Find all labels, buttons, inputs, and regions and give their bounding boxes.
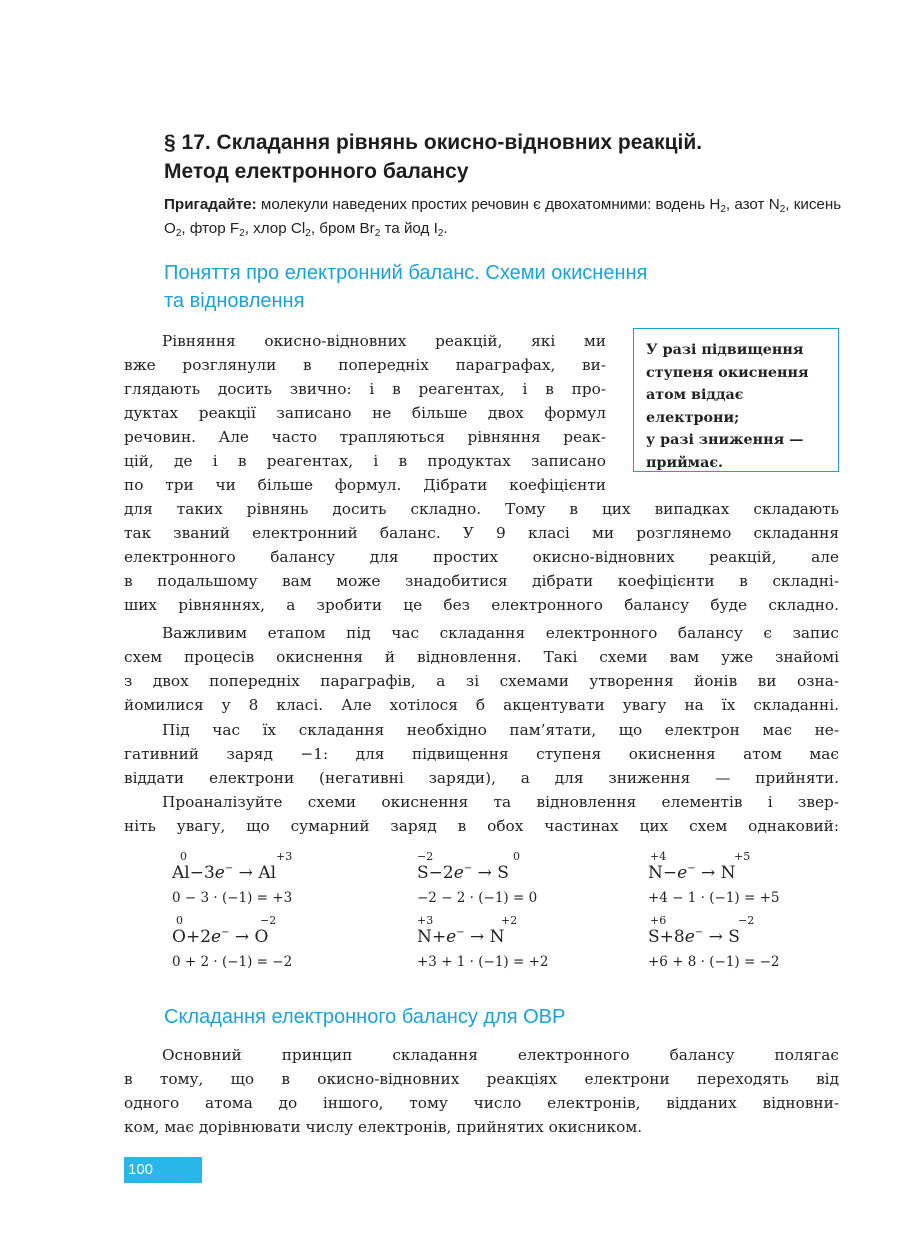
- text-line: Рівняння окисно-відновних реакцій, які ми: [162, 332, 606, 350]
- subscript: 2: [175, 228, 182, 239]
- oxidation-state-left: 0: [176, 914, 183, 927]
- note-line: електрони;: [646, 409, 740, 426]
- text-line: ком, має дорівнювати числу електронів, прийнятих окисником.: [124, 1118, 643, 1136]
- text-line: ніть увагу, що сумарний заряд в обох частинах цих схем однаковий:: [124, 817, 839, 835]
- charge-calculation: −2 − 2 · (−1) = 0: [417, 890, 538, 906]
- paragraph-1-narrow: [124, 329, 606, 497]
- oxidation-state-right: +3: [276, 850, 293, 863]
- paragraph-1-wide: [124, 497, 839, 617]
- recall-block: [164, 193, 854, 241]
- text-line: електронного балансу для простих окисно-відновних реакцій, але: [124, 548, 839, 566]
- paragraph-4: [124, 790, 839, 838]
- oxidation-state-right: +5: [734, 850, 751, 863]
- heading-line-1: Поняття про електронний баланс. Схеми окиснення: [164, 262, 648, 284]
- section-heading-electronic-balance: [164, 259, 647, 315]
- paragraph-5: [124, 1043, 839, 1139]
- text-line: Основний принцип складання електронного балансу полягає: [162, 1046, 839, 1064]
- side-note-box: [633, 328, 839, 472]
- oxidation-state-left: +4: [650, 850, 667, 863]
- subscript: 2: [305, 228, 311, 239]
- title-line-2: Метод електронного балансу: [164, 160, 469, 183]
- recall-text-0: молекули наведених простих речовин є двохатомними: водень H: [256, 196, 721, 213]
- half-equation: N−e− → N: [648, 863, 736, 883]
- half-equation: S−2e− → S: [417, 863, 509, 883]
- subscript: 2: [374, 228, 381, 239]
- text-line: в тому, що в окисно-відновних реакціях електрони переходять від: [124, 1070, 839, 1088]
- oxidation-state-left: +6: [650, 914, 667, 927]
- text-line: одного атома до іншого, тому число електронів, відданих відновни-: [124, 1094, 839, 1112]
- text-line: з двох попередніх параграфів, а зі схемами утворення йонів ви озна-: [124, 672, 839, 690]
- charge-calculation: +3 + 1 · (−1) = +2: [417, 954, 549, 970]
- text-line: Під час їх складання необхідно пам’ятати, що електрон має не-: [162, 721, 839, 739]
- recall-text-5: , бром Br: [310, 220, 375, 237]
- charge-calculation: +4 − 1 · (−1) = +5: [648, 890, 780, 906]
- text-line: вже розглянули в попередніх параграфах, ви-: [124, 356, 606, 374]
- oxidation-state-right: 0: [513, 850, 520, 863]
- text-line: так званий електронний баланс. У 9 класі ми розглянемо складання: [124, 524, 839, 542]
- text-line: Важливим етапом під час складання електронного балансу є запис: [162, 624, 839, 642]
- charge-calculation: 0 − 3 · (−1) = +3: [172, 890, 293, 906]
- note-line: ступеня окиснення: [646, 364, 809, 381]
- text-line: речовин. Але часто трапляються рівняння реак-: [124, 428, 606, 446]
- subscript: 2: [779, 204, 786, 215]
- text-line: Проаналізуйте схеми окиснення та відновлення елементів і звер-: [162, 793, 839, 811]
- subscript: 2: [720, 204, 726, 215]
- note-line: У разі підвищення: [646, 342, 804, 358]
- text-line: цій, де і в реагентах, і в продуктах записано: [124, 452, 606, 470]
- recall-text-2: , кисень O: [164, 196, 842, 237]
- text-line: віддати електрони (негативні заряди), а для зниження — прийняти.: [124, 769, 839, 787]
- recall-label: Пригадайте:: [164, 196, 257, 213]
- heading-line-2: та відновлення: [164, 290, 305, 312]
- half-equation: O+2e− → O: [172, 927, 269, 947]
- title-line-1: § 17. Складання рівнянь окисно-відновних реакцій.: [164, 131, 703, 154]
- text-line: ших рівняннях, а зробити це без електронного балансу буде складно.: [124, 596, 839, 614]
- oxidation-state-left: +3: [417, 914, 434, 927]
- charge-calculation: 0 + 2 · (−1) = −2: [172, 954, 293, 970]
- note-line: приймає.: [646, 454, 724, 471]
- note-line: у разі зниження —: [646, 432, 804, 448]
- recall-text-7: .: [443, 220, 448, 237]
- section-title: [164, 128, 844, 186]
- paragraph-3: [124, 718, 839, 790]
- paragraph-2: [124, 621, 839, 717]
- text-line: по три чи більше формул. Дібрати коефіцієнти: [124, 476, 606, 494]
- section-heading-ovr-balance: Складання електронного балансу для ОВР: [164, 1006, 566, 1028]
- note-line: атом віддає: [646, 387, 744, 403]
- half-equation: Al−3e− → Al: [172, 863, 277, 883]
- half-equation: N+e− → N: [417, 927, 505, 947]
- recall-text-1: , азот N: [725, 196, 780, 213]
- text-line: для таких рівнянь досить складно. Тому в цих випадках складають: [124, 500, 839, 518]
- text-line: дуктах реакції записано не більше двох формул: [124, 404, 606, 422]
- text-line: йомилися у 8 класі. Але хотілося б акцентувати увагу на їх складанні.: [124, 696, 839, 714]
- subscript: 2: [239, 228, 245, 239]
- oxidation-state-left: 0: [180, 850, 187, 863]
- text-line: глядають досить звично: і в реагентах, і в про-: [124, 380, 606, 398]
- charge-calculation: +6 + 8 · (−1) = −2: [648, 954, 780, 970]
- recall-text-3: , фтор F: [181, 220, 240, 237]
- oxidation-state-right: −2: [738, 914, 755, 927]
- recall-text-6: та йод I: [380, 220, 438, 237]
- subscript: 2: [437, 228, 444, 239]
- text-line: схем процесів окиснення й відновлення. Такі схеми вам уже знайомі: [124, 648, 839, 666]
- oxidation-state-left: −2: [417, 850, 434, 863]
- recall-text-4: , хлор Cl: [244, 220, 306, 237]
- text-line: гативний заряд −1: для підвищення ступеня окиснення атом має: [124, 745, 839, 763]
- oxidation-state-right: −2: [260, 914, 277, 927]
- half-equation: S+8e− → S: [648, 927, 740, 947]
- oxidation-state-right: +2: [501, 914, 518, 927]
- text-line: в подальшому вам може знадобитися дібрати коефіцієнти в складні-: [124, 572, 839, 590]
- page-number: 100: [124, 1157, 202, 1183]
